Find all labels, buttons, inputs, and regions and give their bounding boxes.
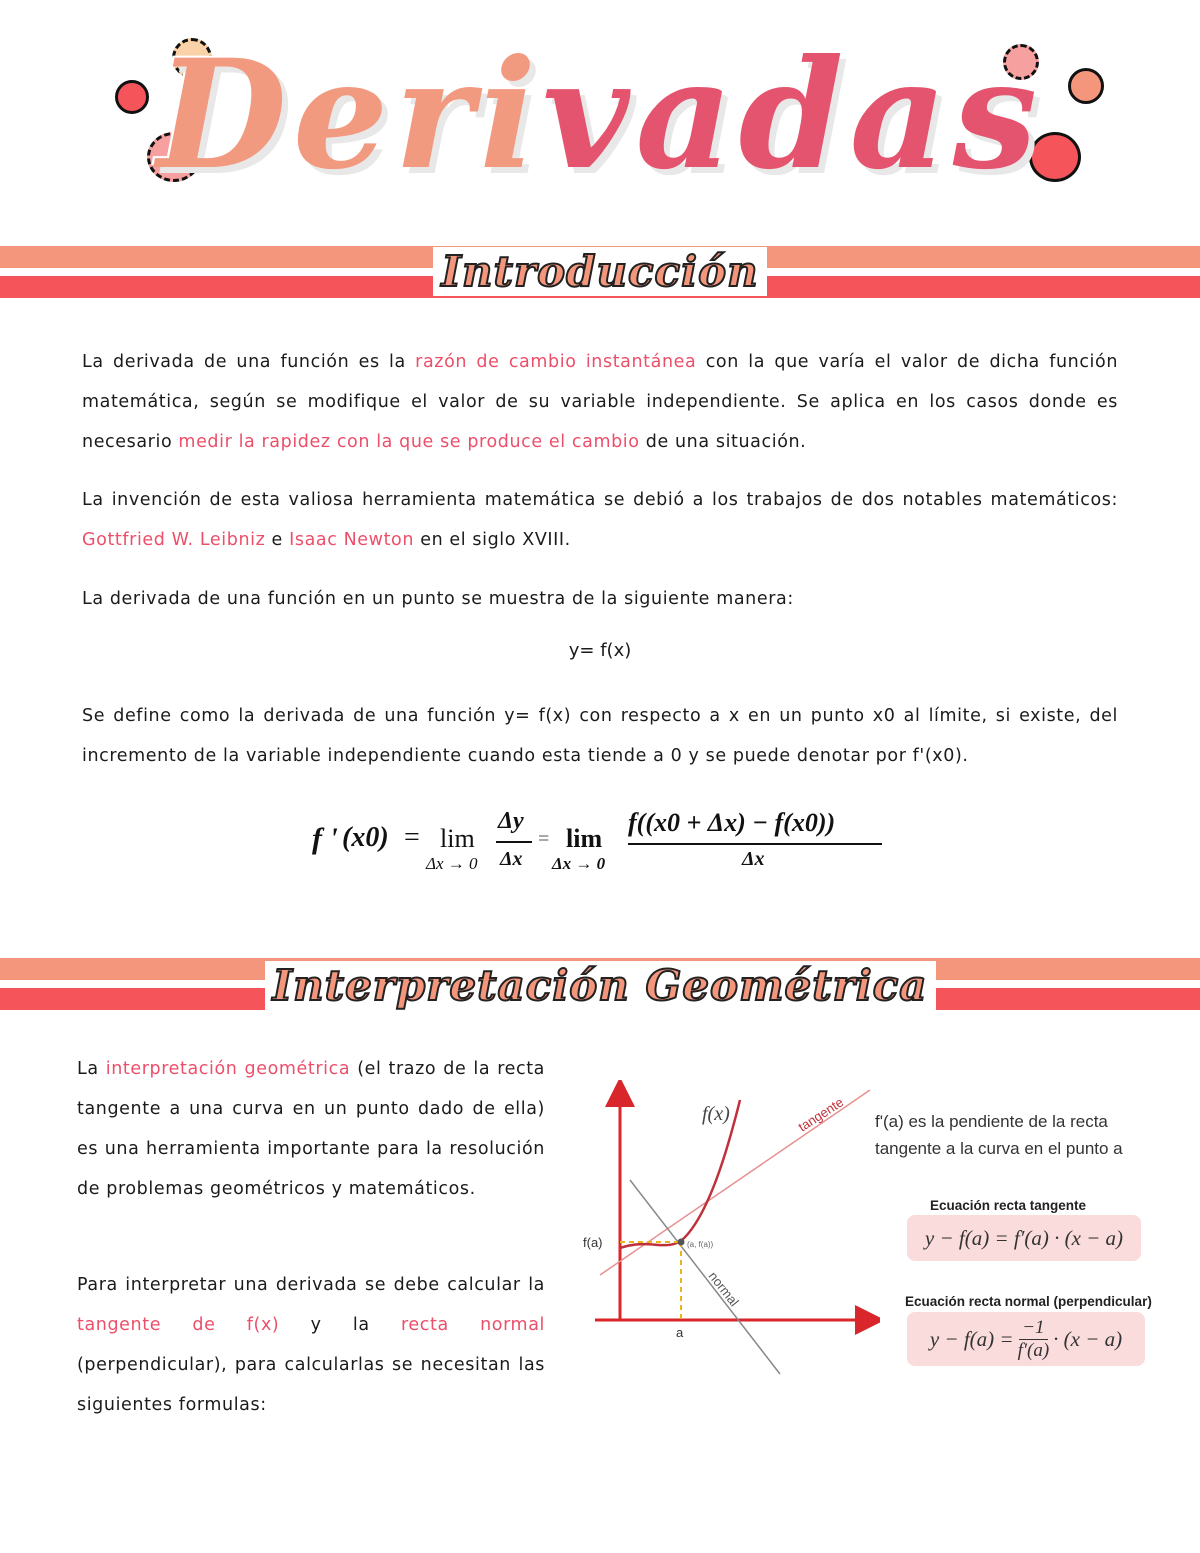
label-tangente: tangente: [795, 1094, 847, 1135]
tangent-eq-label: Ecuación recta tangente: [930, 1198, 1087, 1213]
derivative-formula: f ' (x0) = lim Δx → 0 Δy Δx = lim Δx → 0 f((x0 + Δx) − f(x0)) Δx: [312, 808, 892, 888]
function-notation: y= f(x): [568, 640, 632, 661]
page-title: Derivadas: [156, 27, 1044, 203]
label-point: (a, f(a)): [687, 1240, 714, 1249]
tangent-equation: y − f(a) = f′(a) · (x − a): [907, 1215, 1141, 1261]
intro-paragraph-3: La derivada de una función en un punto se muestra de la siguiente manera:: [82, 589, 794, 609]
intro-paragraph-2: La invención de esta valiosa herramienta matemática se debió a los trabajos de dos notables matemáticos: Gottfried W. Leibniz e Isaac Newton en el siglo XVIII.: [82, 490, 1118, 550]
normal-eq-label: Ecuación recta normal (perpendicular): [905, 1294, 1152, 1309]
slope-note: f'(a) es la pendiente de la recta tangente a la curva en el punto a: [875, 1112, 1123, 1158]
section-heading-geometric: Interpretación Geométrica: [0, 954, 1200, 1018]
intro-paragraph-1: La derivada de una función es la razón de cambio instantánea con la que varía el valor de dicha función matemática, según se modifique el valor de su variable independiente. Se aplica en los casos donde es necesario medir la rapidez con la que se produce el cambio de una situación.: [82, 352, 1119, 452]
label-fx: f(x): [702, 1103, 730, 1125]
geometric-paragraph-1: La interpretación geométrica (el trazo de la recta tangente a una curva en un punto dado de ella) es una herramienta importante para la resolución de problemas geométricos y matemáticos.: [77, 1059, 545, 1199]
section-heading-intro: Introducción: [0, 244, 1200, 300]
geometric-paragraph-2: Para interpretar una derivada se debe calcular la tangente de f(x) y la recta normal (perpendicular), para calcularlas se necesitan las siguientes formulas:: [77, 1275, 545, 1415]
label-a: a: [676, 1325, 684, 1340]
label-fa: f(a): [583, 1235, 603, 1250]
intro-paragraph-4: Se define como la derivada de una función y= f(x) con respecto a x en un punto x0 al límite, si existe, del incremento de la variable independiente cuando esta tiende a 0 y se puede denotar por f'(x0).: [82, 706, 1118, 766]
tangent-normal-graph: [580, 1080, 880, 1380]
label-normal: normal: [705, 1268, 742, 1310]
tangent-point: [678, 1239, 685, 1246]
normal-equation: y − f(a) = $\frac{-1}{f'(a)}$ · (x − a): [907, 1312, 1145, 1366]
normal-line: [630, 1180, 780, 1374]
